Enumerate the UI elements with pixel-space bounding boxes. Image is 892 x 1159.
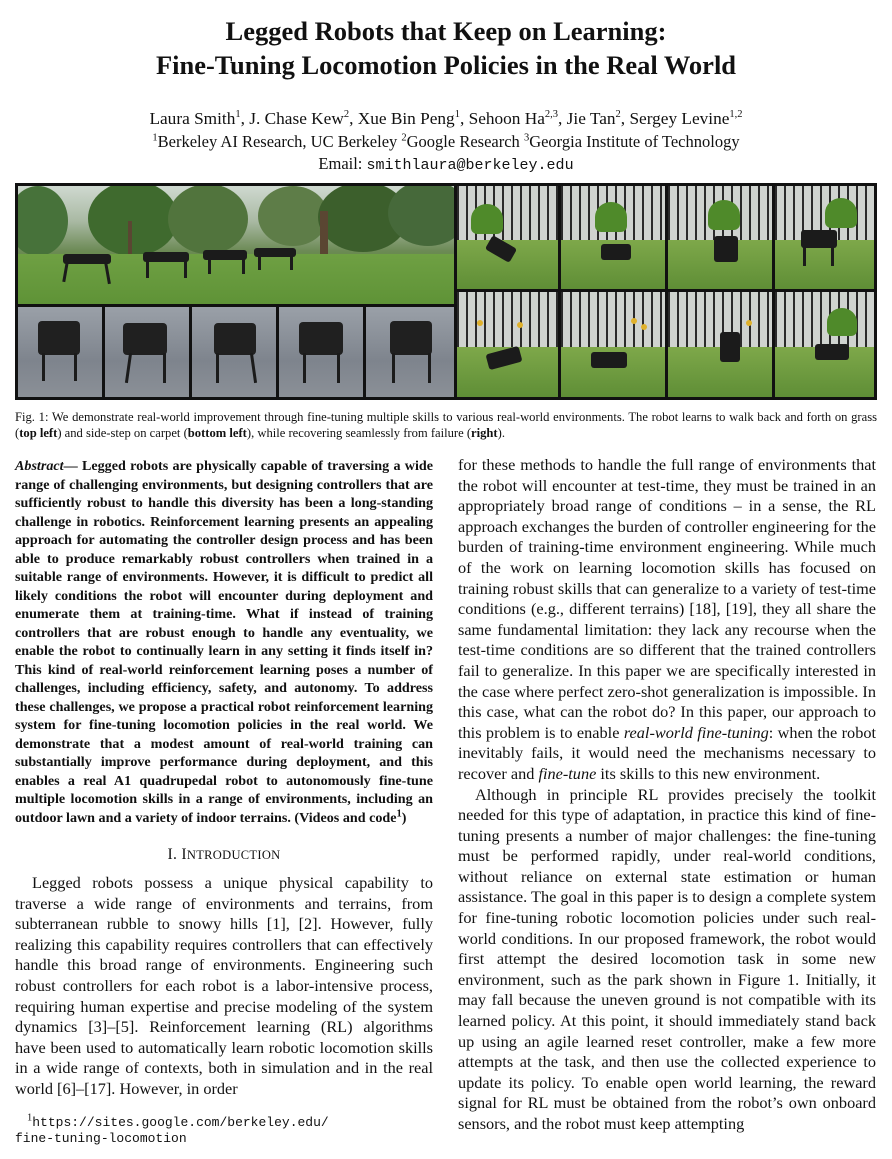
footnote: $^1$https://sites.google.com/berkeley.edu/ fine-tuning-locomotion bbox=[15, 1114, 433, 1147]
email-address[interactable]: smithlaura@berkeley.edu bbox=[366, 157, 574, 174]
author: Sergey Levine$^{1,2}$ bbox=[629, 109, 743, 128]
title-line-2: Fine-Tuning Locomotion Policies in the Real World bbox=[155, 50, 737, 80]
right-paragraph-1: for these methods to handle the full range of environments that the robot will encounter at test-time, they must be trained in an appropriately broad range of conditions – in a sense, the RL approach exchanges the burden of controller engineering for the burden of training-time environment engineering. While much of the work on learning locomotion skills has focused on training robust skills that can generalize to a variety of test-time conditions (e.g., different terrains) [18], [19], they all share the same fundamental limitation: they lack any recourse when the test-time conditions are so different that the trained controllers fail to generalize. In this paper we are specifically interested in the case where perfect zero-shot generalization is impossible. In this case, what can the robot do? In this paper, our approach to this problem is to enable real-world fine-tuning: when the robot inevitably fails, it would need the mechanisms necessary to recover and fine-tune its skills to this new environment. bbox=[458, 455, 877, 783]
abstract-label: Abstract bbox=[15, 458, 64, 474]
author: Jie Tan$^2$, bbox=[566, 109, 630, 128]
abstract: Abstract— Legged robots are physically capable of traversing a wide range of challenging environments, but designing controllers that are sufficiently robust to handle this diversity has been a long-standing challenge in robotics. Reinforcement learning presents an appealing approach for automating the controller design process and has been able to produce remarkably robust controllers when trained in a suitable range of environments. However, it is difficult to predict all likely conditions the robot will encounter during deployment and enumerate them at training-time. What if instead of training controllers that are robust enough to handle any eventuality, we enable the robot to continually learn in any setting it finds itself in? This kind of real-world reinforcement learning poses a number of challenges, including efficiency, safety, and autonomy. To address these challenges, we propose a practical robot reinforcement learning system for fine-tuning locomotion policies in the real world. We demonstrate that a modest amount of real-world training can substantially improve performance during deployment, and this enables a real A1 quadrupedal robot to autonomously fine-tune multiple locomotion skills in a range of environments, including an outdoor lawn and a variety of indoor terrains. (Videos and code$^1$) bbox=[15, 458, 433, 826]
photo-recovery-frame bbox=[561, 292, 665, 397]
figure-1 bbox=[15, 183, 877, 400]
photo-recovery-frame bbox=[457, 186, 558, 289]
photo-recovery-frame bbox=[668, 292, 772, 397]
author: Laura Smith$^1$, bbox=[149, 109, 250, 128]
right-paragraph-2: Although in principle RL provides precisely the toolkit needed for this type of adaptation, in practice this kind of fine-tuning presents a number of major challenges: the fine-tuning must be performed rapidly, under real-world conditions, without reliance on external state estimation or human assistance. The goal in this paper is to design a complete system for fine-tuning robotic locomotion policies under such real-world conditions. In our proposed framework, the robot would first attempt the desired locomotion task in some new environment, such as the park shown in Figure 1. Initially, it may fall because the uneven ground is not compatible with its learned policy. At this point, it should immediately stand back up using an agile learned reset controller, make a few more attempts at the task, and then use the collected experience to update its policy. To enable open world learning, the reward signal for RL must be obtained from the robot’s own onboard sensors, and the robot must keep attempting bbox=[458, 784, 876, 1133]
title-line-1: Legged Robots that Keep on Learning: bbox=[225, 16, 667, 46]
paper-title bbox=[0, 14, 892, 82]
contact-email: Email: smithlaura@berkeley.edu bbox=[318, 154, 574, 174]
affiliations: $^1$Berkeley AI Research, UC Berkeley $^2$Google Research $^3$Georgia Institute of Technology bbox=[152, 132, 740, 151]
author: J. Chase Kew$^2$, bbox=[249, 109, 358, 128]
author: Sehoon Ha$^{2,3}$, bbox=[468, 109, 567, 128]
author: Xue Bin Peng$^1$, bbox=[357, 109, 469, 128]
author-list bbox=[0, 108, 892, 130]
photo-carpet-frame bbox=[192, 307, 276, 397]
section-heading: I. INTRODUCTION bbox=[167, 846, 281, 863]
photo-recovery-frame bbox=[561, 186, 665, 289]
photo-lawn-walking bbox=[18, 186, 454, 304]
photo-recovery-frame bbox=[775, 292, 874, 397]
photo-carpet-frame bbox=[18, 307, 102, 397]
footnote-link-cont[interactable]: fine-tuning-locomotion bbox=[15, 1131, 187, 1146]
abstract-text: Legged robots are physically capable of traversing a wide range of challenging environments, but designing controllers that are sufficiently robust to handle this diversity has been a long-standing challenge in robotics. Reinforcement learning presents an appealing approach for automating the controller design process and has been able to produce remarkably robust controllers when trained in a suitable range of environments. However, it is difficult to predict all likely conditions the robot will encounter during deployment and enumerate them at training-time. What if instead of training controllers that are robust enough to handle any eventuality, we enable the robot to continually learn in any setting it finds itself in? This kind of real-world reinforcement learning poses a number of challenges, including efficiency, safety, and autonomy. To address these challenges, we propose a practical robot reinforcement learning system for fine-tuning locomotion policies in the real world. We demonstrate that a modest amount of real-world training can substantially improve performance during deployment, and this enables a real A1 quadrupedal robot to autonomously fine-tune multiple locomotion skills in a range of environments, including an outdoor lawn and a variety of indoor terrains. (Videos and code bbox=[15, 458, 433, 826]
right-column bbox=[458, 455, 876, 1135]
photo-recovery-frame bbox=[457, 292, 558, 397]
photo-recovery-frame bbox=[775, 186, 874, 289]
photo-carpet-frame bbox=[105, 307, 189, 397]
intro-paragraph: Legged robots possess a unique physical capability to traverse a wide range of environments and terrains, from subterranean rubble to snowy hills [1], [2]. However, fully realizing this capability requires controllers that can effectively handle this broad range of environments. Engineering such robust controllers for each robot is a labor-intensive process, requiring human expertise and precise modeling of the system dynamics [3]–[5]. Reinforcement learning (RL) algorithms have been used to automatically learn robotic locomotion skills in a wide range of contexts, both in simulation and in the real world [6]–[17]. However, in order bbox=[15, 873, 433, 1098]
photo-carpet-frame bbox=[366, 307, 454, 397]
photo-recovery-frame bbox=[668, 186, 772, 289]
photo-carpet-frame bbox=[279, 307, 363, 397]
footnote-link[interactable]: https://sites.google.com/berkeley.edu/ bbox=[32, 1115, 329, 1130]
figure-caption: Fig. 1: We demonstrate real-world improvement through fine-tuning multiple skills to various real-world environments. The robot learns to walk back and forth on grass (top left) and side-step on carpet (bottom left), while recovering seamlessly from failure (right). bbox=[15, 410, 877, 440]
